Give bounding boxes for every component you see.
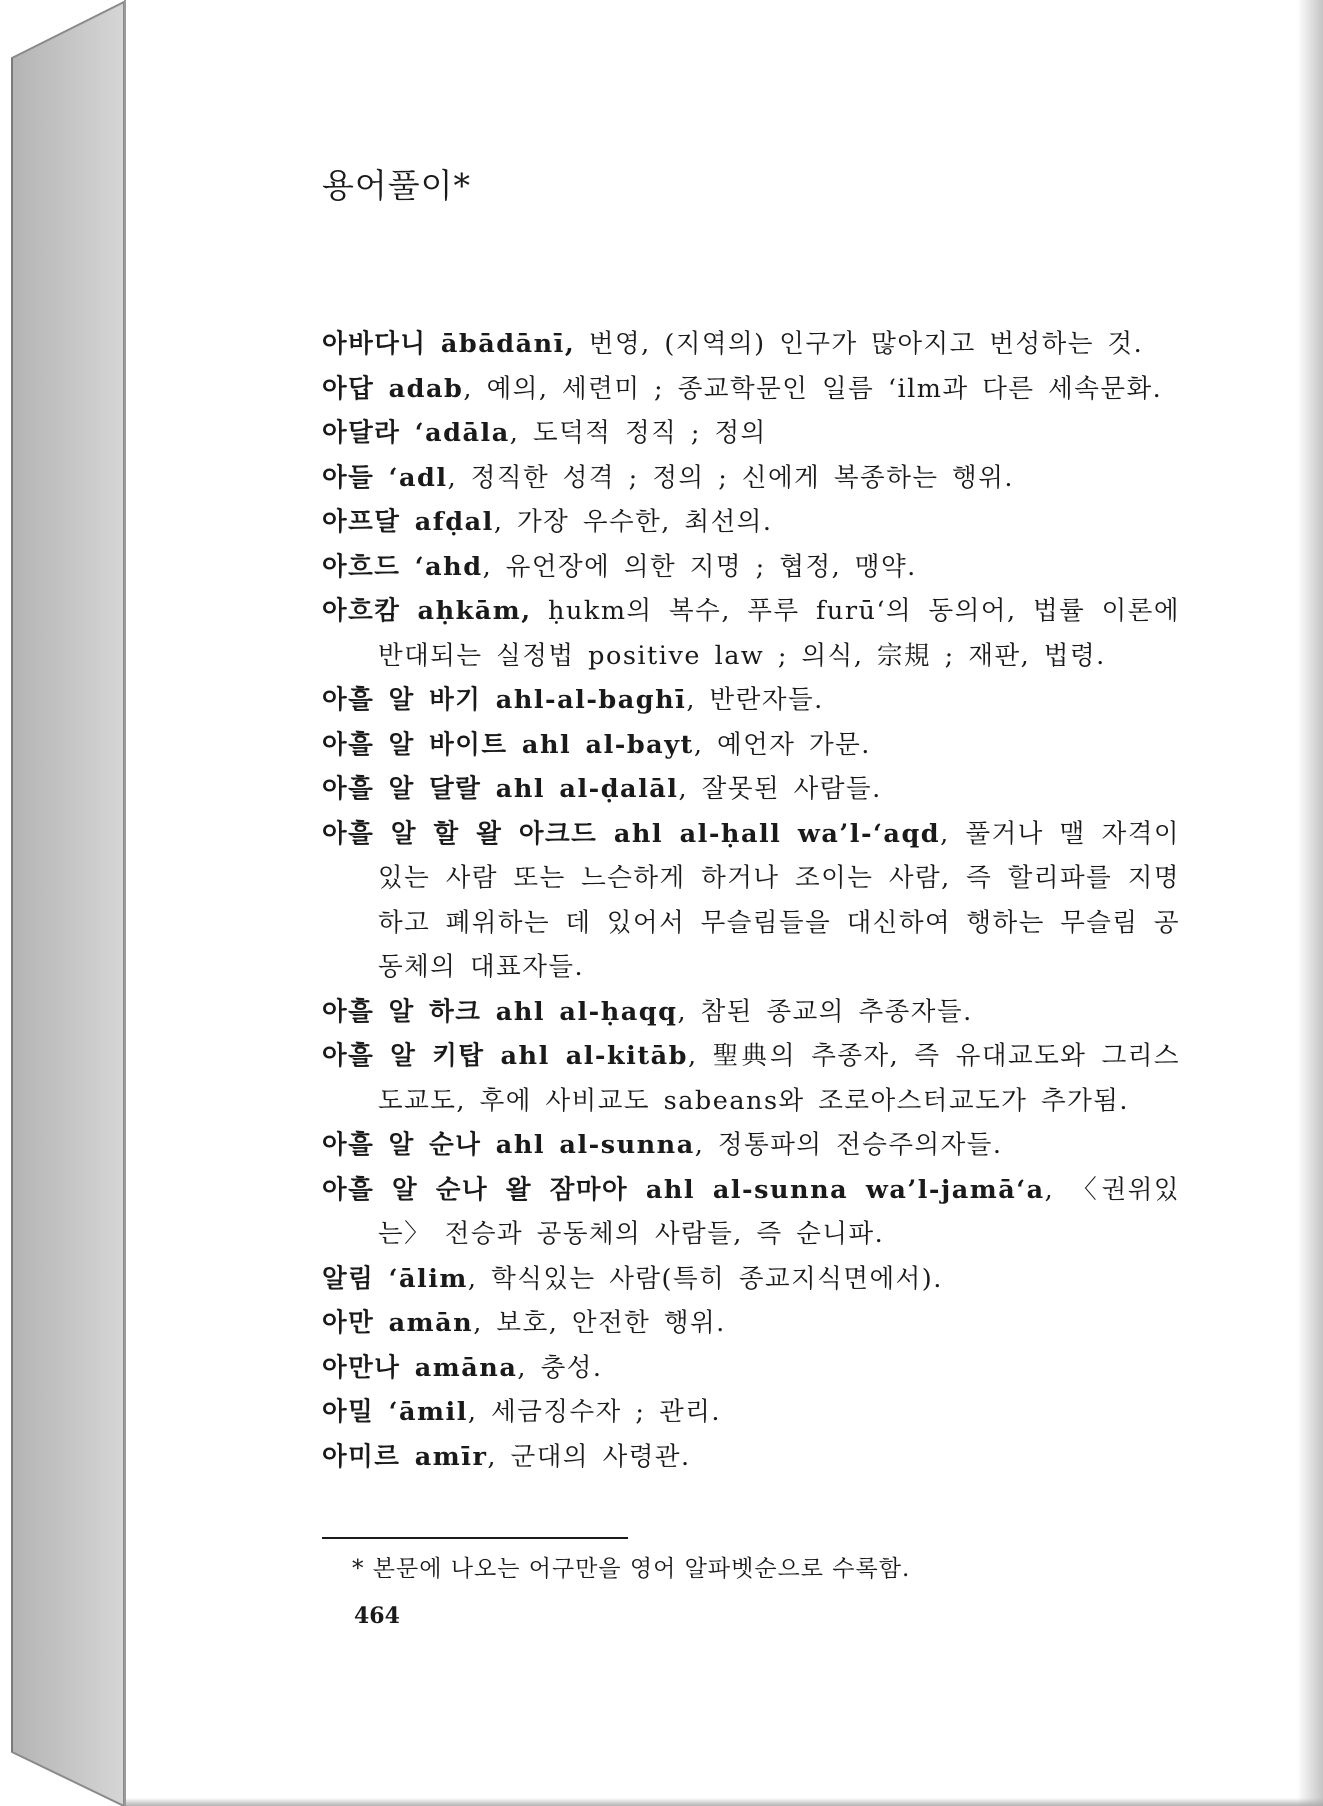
entry-definition: , 보호, 안전한 행위. (473, 1308, 726, 1338)
entry-term: 아흘 알 달랄 ahl al-ḍalāl (322, 774, 679, 804)
entry-definition: , 예언자 가문. (693, 729, 871, 760)
entry-term: 아흘 알 할 왈 아크드 ahl al-ḥall wa’l-‘aqd (322, 818, 941, 849)
page-title: 용어풀이* (322, 166, 472, 205)
entry-term: 아미르 amīr (322, 1441, 488, 1472)
glossary-entry (322, 1123, 1180, 1168)
page-number: 464 (354, 1603, 400, 1629)
book-spine-edge (0, 0, 130, 1806)
entry-term: 아만 amān (322, 1308, 474, 1338)
entry-definition: , 정직한 성격 ; 정의 ; 신에게 복종하는 행위. (447, 462, 1014, 493)
page-bottom-shadow (126, 1798, 1323, 1806)
entry-definition: , 참된 종교의 추종자들. (677, 996, 973, 1027)
glossary-entry (322, 367, 1180, 412)
entry-definition: , 풀거나 맬 자격이 있는 사람 또는 느슨하게 하거나 조이는 사람, 즉 할리파를 지명하고 폐위하는 데 있어서 무슬림들을 대신하여 행하는 무슬림 공동체의 대표자들. (378, 818, 1180, 982)
entry-definition: , 聖典의 추종자, 즉 유대교도와 그리스도교도, 후에 사비교도 sabeans와 조로아스터교도가 추가됨. (378, 1041, 1180, 1116)
glossary-entry (322, 1301, 1180, 1346)
glossary-list (322, 322, 1180, 1479)
glossary-entry (322, 812, 1180, 990)
glossary-entry (322, 322, 1180, 367)
entry-definition: , 학식있는 사람(특히 종교지식면에서). (467, 1263, 943, 1294)
page-edge-shadow (1297, 0, 1323, 1806)
glossary-entry (322, 545, 1180, 590)
entry-term: 아흘 알 하크 ahl al-ḥaqq (322, 996, 678, 1027)
entry-term: 아흐드 ‘ahd (322, 551, 483, 582)
entry-definition: , 도덕적 정직 ; 정의 (509, 418, 767, 448)
entry-definition: , 예의, 세련미 ; 종교학문인 일름 ‘ilm과 다른 세속문화. (463, 373, 1163, 404)
glossary-entry (322, 1168, 1180, 1257)
glossary-entry (322, 1346, 1180, 1391)
entry-term: 아밀 ‘āmil (322, 1397, 468, 1427)
footnote: * 본문에 나오는 어구만을 영어 알파벳순으로 수록함. (352, 1556, 911, 1582)
entry-definition: , 유언장에 의한 지명 ; 협정, 맹약. (482, 551, 917, 582)
entry-term: 아흘 알 순나 ahl al-sunna (322, 1130, 695, 1160)
entry-term: 아흘 알 순나 왈 잠마아 ahl al-sunna wa’l-jamā‘a (322, 1174, 1045, 1205)
glossary-entry (322, 1257, 1180, 1302)
glossary-entry (322, 1435, 1180, 1480)
entry-term: 아답 adab (322, 373, 464, 404)
glossary-entry (322, 990, 1180, 1035)
glossary-entry (322, 1390, 1180, 1435)
glossary-entry (322, 589, 1180, 678)
glossary-entry (322, 767, 1180, 812)
entry-definition: , 잘못된 사람들. (678, 774, 882, 804)
entry-term: 아흘 알 키탑 ahl al-kitāb (322, 1041, 688, 1071)
glossary-entry (322, 1034, 1180, 1123)
entry-definition: , 정통파의 전승주의자들. (694, 1130, 1003, 1160)
entry-definition: 번영, (지역의) 인구가 많아지고 번성하는 것. (575, 329, 1144, 359)
entry-definition: , 군대의 사령관. (487, 1441, 691, 1472)
entry-definition: , 반란자들. (686, 685, 824, 715)
glossary-entry (322, 500, 1180, 545)
entry-term: 아흘 알 바기 ahl-al-baghī (322, 685, 687, 715)
entry-term: 아만나 amāna (322, 1352, 518, 1383)
entry-definition: , 세금징수자 ; 관리. (467, 1397, 721, 1427)
glossary-entry (322, 723, 1180, 768)
entry-definition: , 〈권위있는〉 전승과 공동체의 사람들, 즉 순니파. (378, 1174, 1180, 1249)
glossary-entry (322, 411, 1180, 456)
footnote-divider (322, 1537, 628, 1539)
entry-definition: , 가장 우수한, 최선의. (493, 507, 773, 537)
glossary-entry (322, 678, 1180, 723)
entry-term: 아들 ‘adl (322, 462, 448, 493)
entry-term: 아흘 알 바이트 ahl al-bayt (322, 729, 694, 760)
entry-term: 아프달 afḍal (322, 507, 494, 537)
entry-term: 아바다니 ābādānī, (322, 329, 576, 359)
entry-definition: , 충성. (517, 1352, 603, 1383)
glossary-entry (322, 456, 1180, 501)
entry-term: 아달라 ‘adāla (322, 418, 510, 448)
entry-term: 아흐캄 aḥkām, (322, 596, 532, 626)
entry-definition: ḥukm의 복수, 푸루 furū‘의 동의어, 법률 이론에 반대되는 실정법 positive law ; 의식, 宗規 ; 재판, 법령. (378, 596, 1180, 671)
entry-term: 알림 ‘ālim (322, 1263, 468, 1294)
